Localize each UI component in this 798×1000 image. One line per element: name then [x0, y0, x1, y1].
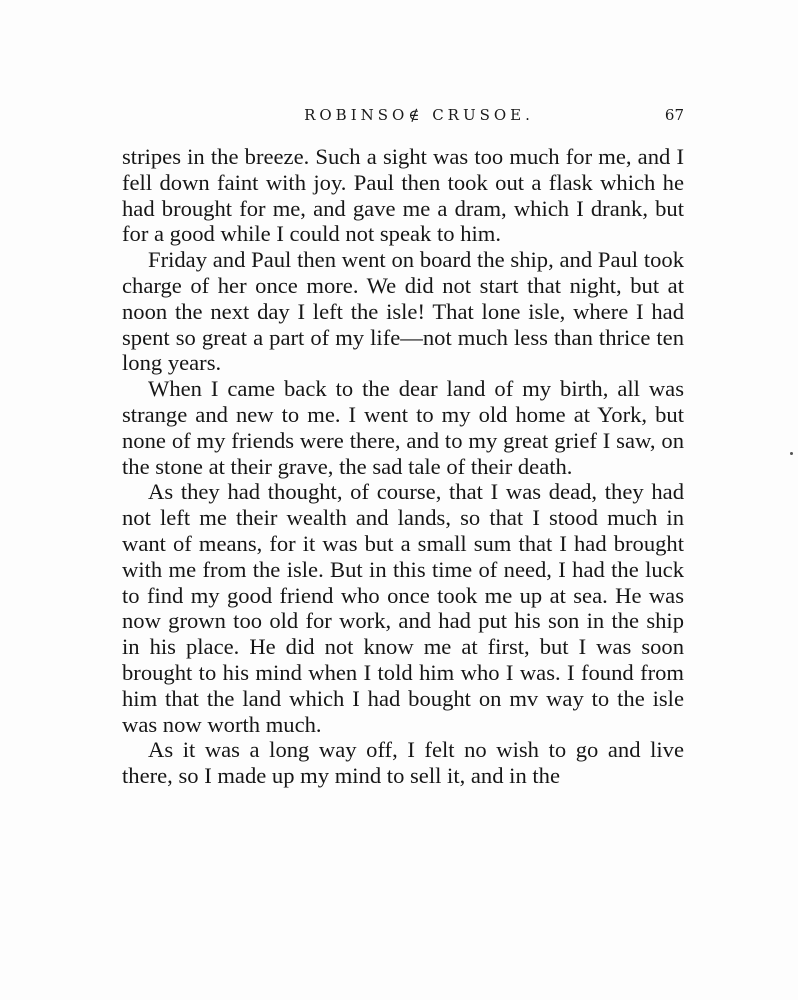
page-number: 67 — [664, 106, 684, 124]
paragraph-2: Friday and Paul then went on board the ship, and Paul took charge of her once more. We did not start that night, but at noon the next day I left the isle! That lone isle, where I had spent so great a part of my life—not much less than thrice ten long years. — [122, 247, 684, 376]
body-text — [122, 144, 684, 789]
paragraph-3: When I came back to the dear land of my birth, all was strange and new to me. I went to my old home at York, but none of my friends were there, and to my great grief I saw, on the stone at their grave, the sad tale of their death. — [122, 376, 684, 479]
paragraph-1: stripes in the breeze. Such a sight was too much for me, and I fell down faint with joy. Paul then took out a flask which he had brought for me, and gave me a dram, which I drank, but for a good while I could not speak to him. — [122, 144, 684, 247]
running-title: ROBINSO∉ CRUSOE. — [304, 106, 534, 124]
paragraph-5: As it was a long way off, I felt no wish to go and live there, so I made up my mind to sell it, and in the — [122, 737, 684, 789]
page-header — [122, 106, 686, 130]
paragraph-4: As they had thought, of course, that I was dead, they had not left me their wealth and lands, so that I stood much in want of means, for it was but a small sum that I had brought with me from the isle. But in this time of need, I had the luck to find my good friend who once took me up at sea. He was now grown too old for work, and had put his son in the ship in his place. He did not know me at first, but I was soon brought to his mind when I told him who I was. I found from him that the land which I had bought on mv way to the isle was now worth much. — [122, 479, 684, 737]
paper-speck — [790, 452, 793, 455]
